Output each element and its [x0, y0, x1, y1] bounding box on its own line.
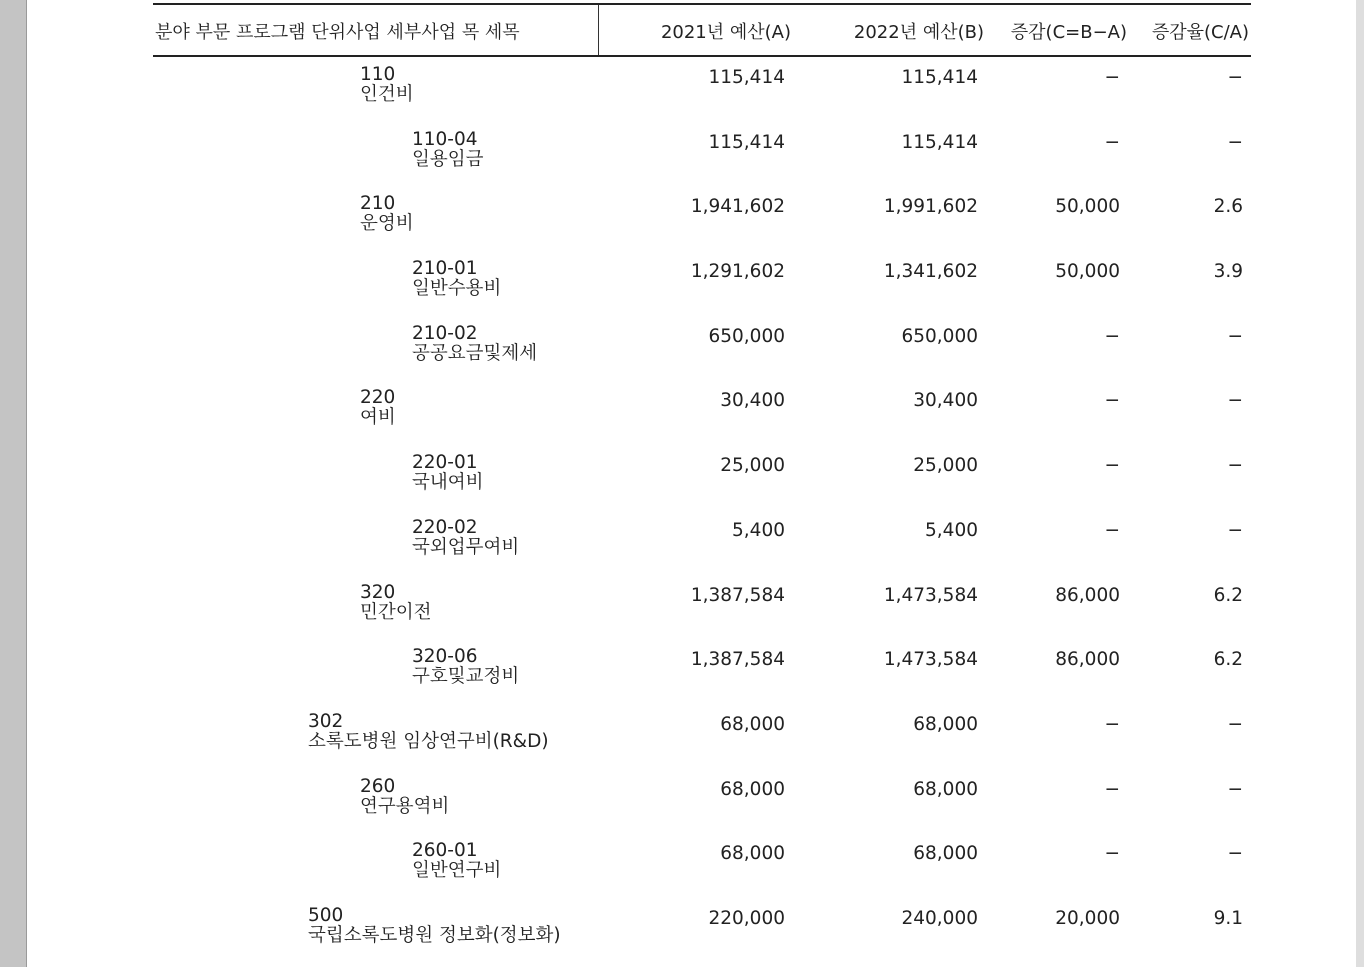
- budget-2022-value: 1,991,602: [883, 196, 978, 218]
- rate-value: 2.6: [1213, 196, 1243, 218]
- budget-2022-value: 68,000: [913, 778, 978, 800]
- item-label: [360, 583, 431, 623]
- item-code: 210-02: [412, 322, 478, 344]
- difference-value: −: [1104, 843, 1120, 865]
- table-header: [153, 3, 1251, 57]
- item-name: 인건비: [360, 84, 414, 105]
- item-code: 320-06: [412, 646, 478, 668]
- table-row: [153, 186, 1251, 251]
- budget-2022-value: 1,473,584: [883, 584, 978, 606]
- item-label: [412, 647, 519, 687]
- item-code: 220-02: [412, 516, 478, 538]
- item-name: 소록도병원 임상연구비(R&D): [308, 730, 549, 752]
- budget-2022-value: 240,000: [901, 907, 978, 929]
- rate-value: 6.2: [1213, 649, 1243, 671]
- budget-2022-value: 1,341,602: [883, 261, 978, 283]
- budget-2022-value: 115,414: [901, 131, 978, 153]
- item-name: 일반수용비: [412, 278, 502, 300]
- budget-2022-value: 1,473,584: [883, 649, 978, 671]
- difference-value: 20,000: [1055, 907, 1120, 929]
- table-row: [153, 57, 1251, 122]
- budget-2021-value: 68,000: [720, 778, 785, 800]
- table-row: [153, 769, 1251, 834]
- header-hierarchy-label: 분야 부문 프로그램 단위사업 세부사업 목 세목: [155, 22, 520, 43]
- item-code: 302: [308, 710, 344, 732]
- budget-2022-value: 68,000: [913, 843, 978, 865]
- rate-value: −: [1227, 455, 1243, 477]
- rate-value: −: [1227, 778, 1243, 800]
- table-row: [153, 639, 1251, 704]
- item-name: 일용임금: [412, 148, 484, 170]
- item-code: 260-01: [412, 840, 478, 862]
- rate-value: −: [1227, 843, 1243, 865]
- item-code: 110: [360, 64, 396, 85]
- item-name: 국립소록도병원 정보화(정보화): [308, 924, 561, 946]
- item-label: [412, 324, 537, 364]
- viewer-right-scrollbar[interactable]: [1356, 0, 1364, 967]
- header-difference: 증감(C=B−A): [1010, 22, 1127, 43]
- budget-2021-value: 650,000: [708, 325, 785, 347]
- difference-value: −: [1104, 131, 1120, 153]
- difference-value: −: [1104, 67, 1120, 88]
- budget-2022-value: 115,414: [901, 67, 978, 88]
- budget-2021-value: 30,400: [720, 390, 785, 412]
- item-name: 민간이전: [360, 601, 432, 623]
- difference-value: 50,000: [1055, 196, 1120, 218]
- table-row: [153, 251, 1251, 316]
- budget-2021-value: 1,291,602: [690, 261, 785, 283]
- difference-value: −: [1104, 390, 1120, 412]
- item-label: [412, 841, 501, 881]
- viewer-left-margin: [0, 0, 27, 967]
- item-code: 210: [360, 193, 396, 215]
- budget-2022-value: 5,400: [925, 519, 978, 541]
- difference-value: −: [1104, 713, 1120, 735]
- item-label: [308, 906, 561, 946]
- header-2022-budget: 2022년 예산(B): [853, 22, 984, 43]
- budget-table: [153, 3, 1251, 963]
- item-label: [412, 453, 483, 493]
- table-row: [153, 380, 1251, 445]
- rate-value: 3.9: [1213, 261, 1243, 283]
- budget-2022-value: 68,000: [913, 713, 978, 735]
- item-label: [360, 194, 414, 234]
- budget-2021-value: 68,000: [720, 713, 785, 735]
- budget-2021-value: 1,387,584: [690, 649, 785, 671]
- budget-2021-value: 1,387,584: [690, 584, 785, 606]
- budget-2021-value: 1,941,602: [690, 196, 785, 218]
- item-name: 연구용역비: [360, 795, 450, 817]
- item-label: [360, 777, 449, 817]
- header-rate: 증감율(C/A): [1151, 22, 1249, 43]
- budget-2021-value: 68,000: [720, 843, 785, 865]
- table-body: [153, 57, 1251, 963]
- rate-value: −: [1227, 325, 1243, 347]
- item-name: 공공요금및제세: [412, 342, 538, 364]
- item-label: [360, 388, 396, 428]
- table-row: [153, 704, 1251, 769]
- budget-2021-value: 25,000: [720, 455, 785, 477]
- header-2021-budget: 2021년 예산(A): [660, 22, 791, 43]
- difference-value: −: [1104, 325, 1120, 347]
- difference-value: 50,000: [1055, 261, 1120, 283]
- item-label: [412, 130, 483, 170]
- item-name: 여비: [360, 407, 396, 429]
- item-name: 국외업무여비: [412, 536, 520, 558]
- item-label: [412, 518, 519, 558]
- budget-2022-value: 30,400: [913, 390, 978, 412]
- rate-value: −: [1227, 131, 1243, 153]
- table-row: [153, 833, 1251, 898]
- item-label: [308, 712, 549, 752]
- item-label: [412, 259, 501, 299]
- item-name: 일반연구비: [412, 860, 502, 882]
- difference-value: −: [1104, 455, 1120, 477]
- budget-2021-value: 5,400: [732, 519, 785, 541]
- table-row: [153, 122, 1251, 187]
- table-row: [153, 445, 1251, 510]
- item-code: 500: [308, 904, 344, 926]
- rate-value: −: [1227, 390, 1243, 412]
- item-code: 210-01: [412, 258, 478, 280]
- budget-2021-value: 115,414: [708, 67, 785, 88]
- budget-2021-value: 115,414: [708, 131, 785, 153]
- table-row: [153, 316, 1251, 381]
- rate-value: 6.2: [1213, 584, 1243, 606]
- item-name: 국내여비: [412, 472, 484, 494]
- difference-value: −: [1104, 778, 1120, 800]
- rate-value: −: [1227, 713, 1243, 735]
- budget-2022-value: 25,000: [913, 455, 978, 477]
- difference-value: 86,000: [1055, 649, 1120, 671]
- budget-2022-value: 650,000: [901, 325, 978, 347]
- item-code: 220: [360, 387, 396, 409]
- item-code: 220-01: [412, 452, 478, 474]
- item-code: 320: [360, 581, 396, 603]
- table-row: [153, 898, 1251, 963]
- item-name: 운영비: [360, 213, 414, 235]
- header-divider: [598, 5, 599, 55]
- item-code: 110-04: [412, 128, 478, 150]
- item-name: 구호및교정비: [412, 666, 520, 688]
- budget-2021-value: 220,000: [708, 907, 785, 929]
- rate-value: −: [1227, 519, 1243, 541]
- item-code: 260: [360, 775, 396, 797]
- rate-value: −: [1227, 67, 1243, 88]
- item-label: [360, 65, 414, 105]
- rate-value: 9.1: [1213, 907, 1243, 929]
- table-row: [153, 510, 1251, 575]
- difference-value: −: [1104, 519, 1120, 541]
- difference-value: 86,000: [1055, 584, 1120, 606]
- table-row: [153, 575, 1251, 640]
